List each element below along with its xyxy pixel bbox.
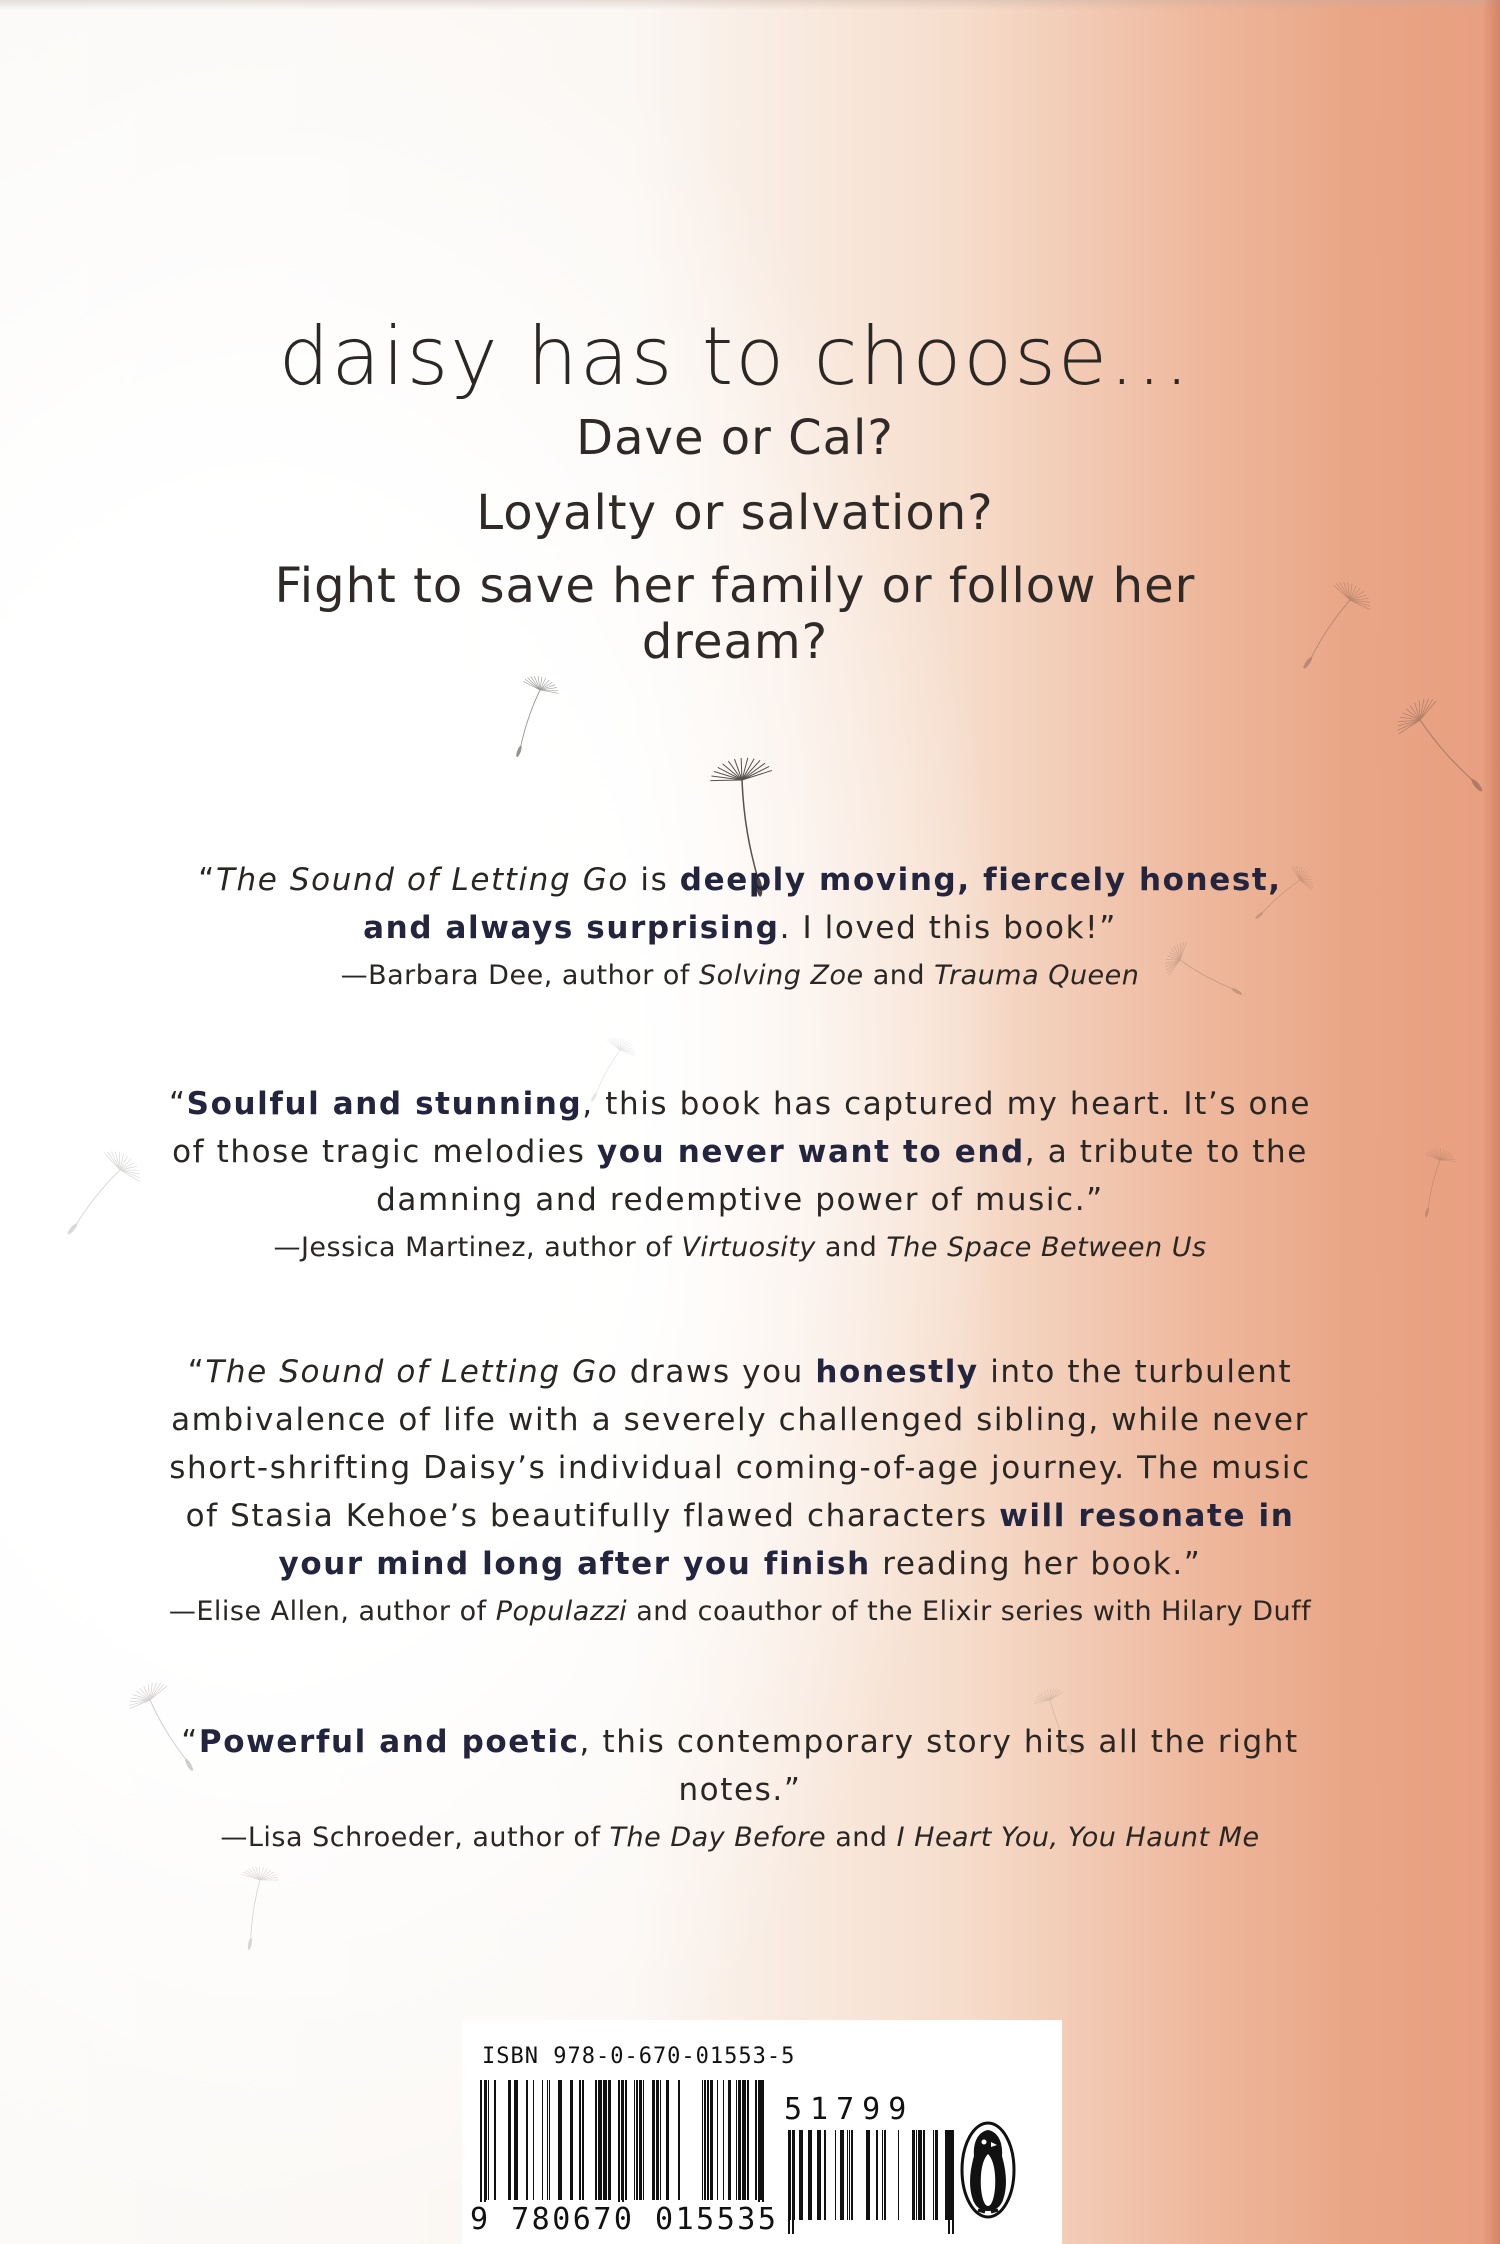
isbn-label: ISBN 978-0-670-01553-5 xyxy=(482,2044,796,2069)
dandelion-seed-icon xyxy=(1410,1145,1458,1221)
text-segment: into the turbulent ambivalence of life with a severely challenged sibling, while never short-shrifting Daisy’s individual coming-of-age journey. The music of Stasia Kehoe’s beautifully flawed characters xyxy=(169,1354,1311,1534)
headline-line-1: Dave or Cal? xyxy=(576,410,894,466)
barcode-panel xyxy=(462,2020,1062,2244)
text-segment: “ xyxy=(168,1086,187,1122)
blurb-quote-3 xyxy=(150,1348,1330,1636)
emphasis-text: deeply moving, fiercely honest, and always surprising xyxy=(363,862,1282,946)
emphasis-text: you never want to end xyxy=(596,1134,1025,1170)
dandelion-seed-icon xyxy=(498,671,562,763)
headline-line-2: Loyalty or salvation? xyxy=(476,485,994,541)
emphasis-text: Soulful and stunning xyxy=(186,1086,583,1122)
dandelion-seed-icon xyxy=(229,1864,281,1953)
text-segment: —Lisa Schroeder, author of xyxy=(220,1822,610,1853)
title-text: The Sound of Letting Go xyxy=(205,1354,619,1390)
blurb-attribution xyxy=(180,1814,1300,1862)
emphasis-text: will resonate in your mind long after you finish xyxy=(278,1498,1295,1582)
text-segment: —Jessica Martinez, author of xyxy=(273,1232,682,1263)
barcode-digits: 9 780670 015535 xyxy=(470,2202,779,2237)
text-segment: and coauthor of the Elixir series with Hilary Duff xyxy=(627,1596,1312,1627)
title-text: Virtuosity xyxy=(681,1232,816,1263)
blurb-quote-text xyxy=(198,862,1281,946)
blurb-quote-2 xyxy=(150,1080,1330,1272)
text-segment: , a tribute to the damning and redemptive power of music.” xyxy=(376,1134,1308,1218)
title-text: Trauma Queen xyxy=(934,960,1140,991)
text-segment: is xyxy=(628,862,680,898)
text-segment: “ xyxy=(187,1354,206,1390)
blurb-quote-text xyxy=(181,1724,1299,1808)
dandelion-seed-icon xyxy=(1389,691,1499,809)
dandelion-seed-icon xyxy=(50,1144,146,1247)
headline-line-3: Fight to save her family or follow her dream? xyxy=(274,558,1196,670)
text-segment: “ xyxy=(181,1724,199,1760)
text-segment: “ xyxy=(198,862,216,898)
text-segment: reading her book.” xyxy=(870,1546,1202,1582)
emphasis-text: Powerful and poetic xyxy=(198,1724,580,1760)
text-segment: , this book has captured my heart. It’s one of those tragic melodies xyxy=(172,1086,1312,1170)
blurb-quote-text xyxy=(169,1354,1310,1582)
dandelion-seed-icon xyxy=(1285,575,1377,680)
title-text: Solving Zoe xyxy=(699,960,864,991)
emphasis-text: honestly xyxy=(815,1354,979,1390)
blurb-attribution xyxy=(150,1224,1330,1272)
text-segment: —Elise Allen, author of xyxy=(168,1596,496,1627)
text-segment: and xyxy=(815,1232,887,1263)
title-text: The Sound of Letting Go xyxy=(215,862,629,898)
blurb-attribution xyxy=(185,952,1295,1000)
text-segment: , this contemporary story hits all the right notes.” xyxy=(579,1724,1299,1808)
blurb-quote-4 xyxy=(180,1718,1300,1862)
text-segment: and xyxy=(863,960,935,991)
penguin-logo-icon xyxy=(960,2120,1016,2220)
headline-main: daisy has to choose... xyxy=(278,310,1192,403)
text-segment: draws you xyxy=(618,1354,816,1390)
title-text: The Space Between Us xyxy=(886,1232,1207,1263)
price-code: 51799 xyxy=(784,2092,915,2127)
title-text: The Day Before xyxy=(609,1822,827,1853)
text-segment: and xyxy=(826,1822,897,1853)
text-segment: . I loved this book!” xyxy=(779,910,1117,946)
blurb-attribution xyxy=(150,1588,1330,1636)
title-text: I Heart You, You Haunt Me xyxy=(896,1822,1260,1853)
blurb-quote-1 xyxy=(185,856,1295,1000)
blurb-quote-text xyxy=(169,1086,1311,1218)
text-segment: —Barbara Dee, author of xyxy=(340,960,700,991)
title-text: Populazzi xyxy=(495,1596,628,1627)
